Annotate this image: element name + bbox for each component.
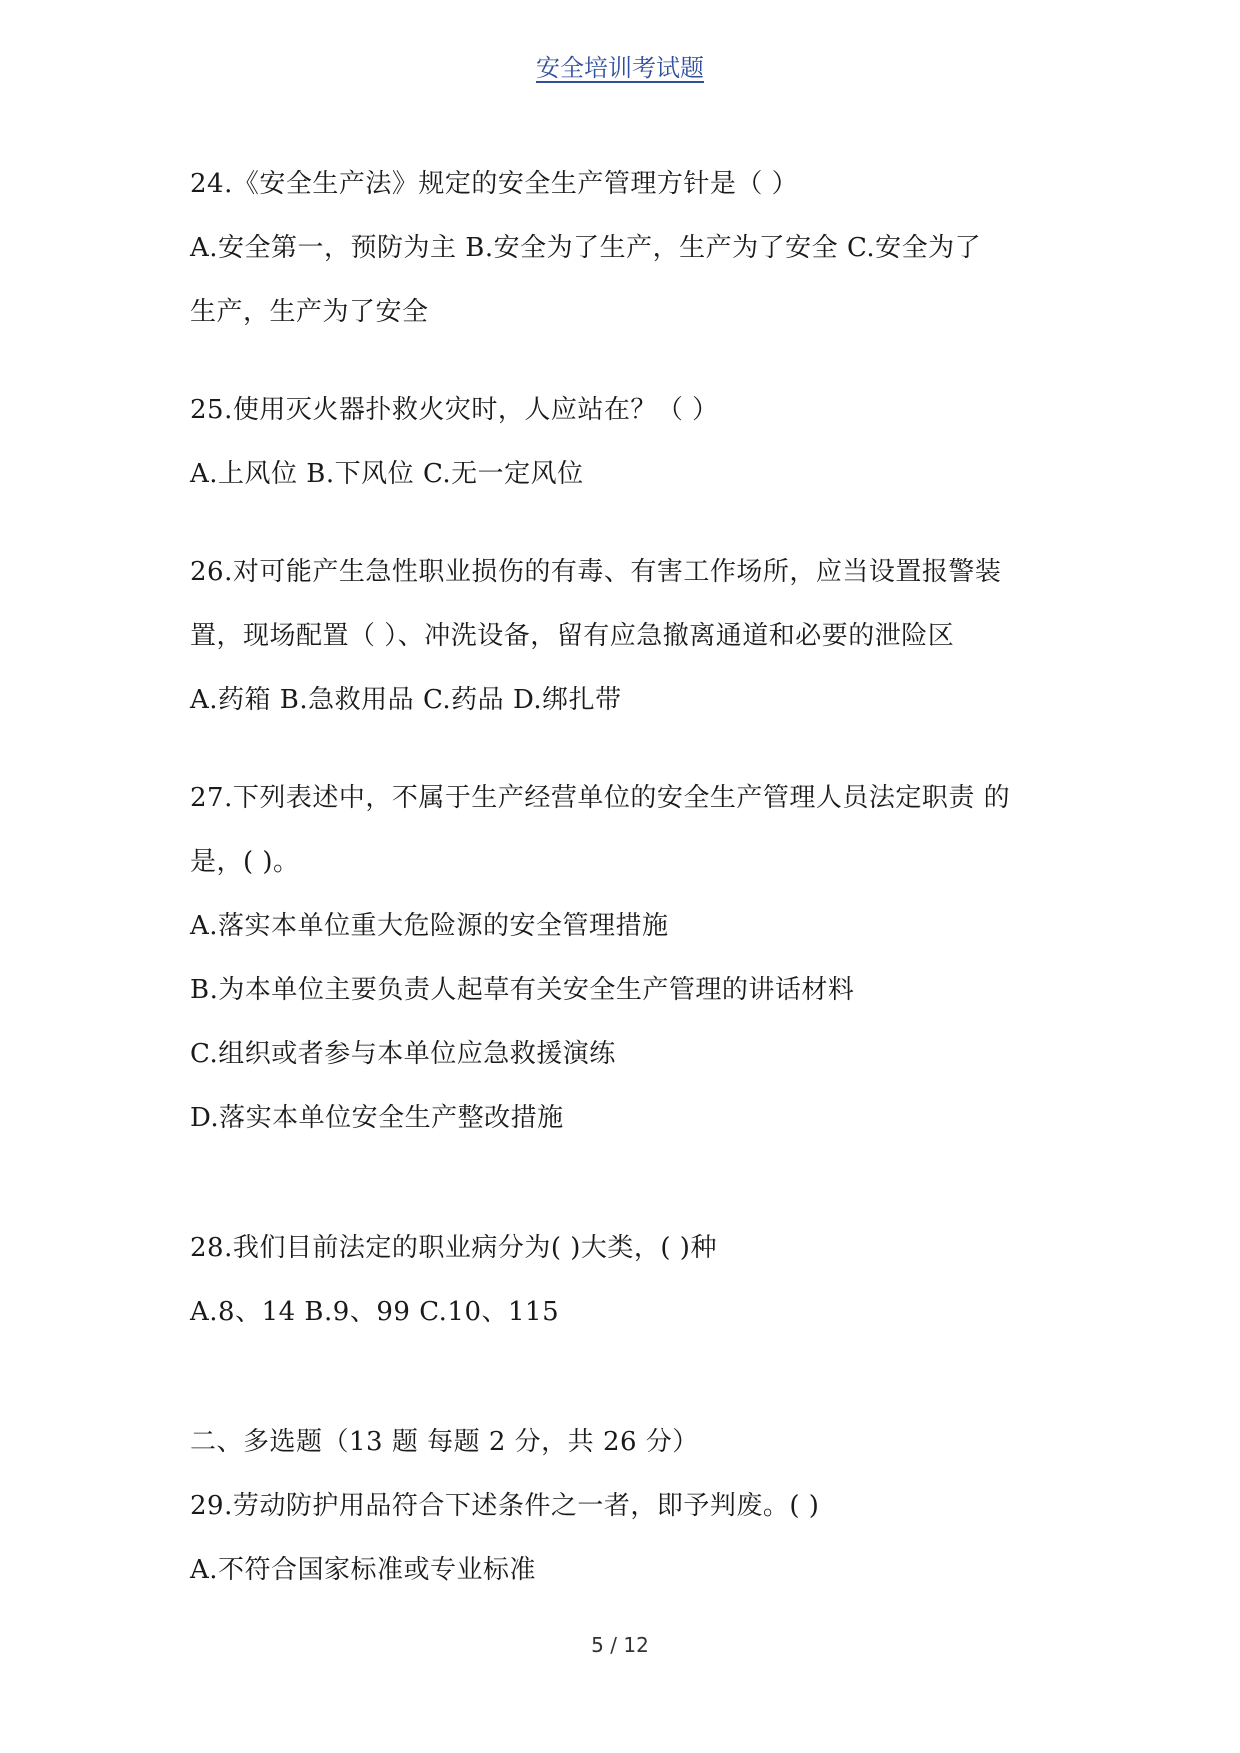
question-26-options: A.药箱 B.急救用品 C.药品 D.绑扎带 <box>190 685 622 715</box>
question-24-options-line-1: A.安全第一，预防为主 B.安全为了生产，生产为了安全 C.安全为了 <box>190 233 982 263</box>
question-28-options: A.8、14 B.9、99 C.10、115 <box>190 1297 560 1327</box>
question-29-stem: 29.劳动防护用品符合下述条件之一者，即予判废。( ) <box>190 1491 820 1521</box>
question-27-stem-line-2: 是，( )。 <box>190 847 300 877</box>
section-2-title: 二、多选题（13 题 每题 2 分，共 26 分） <box>190 1427 699 1457</box>
question-25-options: A.上风位 B.下风位 C.无一定风位 <box>190 459 584 489</box>
question-24-options-line-2: 生产，生产为了安全 <box>190 297 429 327</box>
question-27-stem-line-1: 27.下列表述中，不属于生产经营单位的安全生产管理人员法定职责 的 <box>190 783 1011 813</box>
question-27-option-a: A.落实本单位重大危险源的安全管理措施 <box>190 911 669 941</box>
question-27-option-b: B.为本单位主要负责人起草有关安全生产管理的讲话材料 <box>190 975 855 1005</box>
document-header-title: 安全培训考试题 <box>536 54 704 82</box>
question-24-stem: 24.《安全生产法》规定的安全生产管理方针是（ ） <box>190 169 799 199</box>
question-26-stem-line-1: 26.对可能产生急性职业损伤的有毒、有害工作场所，应当设置报警装 <box>190 557 1002 587</box>
question-27-option-c: C.组织或者参与本单位应急救援演练 <box>190 1039 616 1069</box>
question-25-stem: 25.使用灭火器扑救火灾时，人应站在？（ ） <box>190 395 719 425</box>
question-29-option-a: A.不符合国家标准或专业标准 <box>190 1555 537 1585</box>
question-27-option-d: D.落实本单位安全生产整改措施 <box>190 1103 564 1133</box>
page-number: 5 / 12 <box>591 1633 649 1657</box>
question-26-stem-line-2: 置，现场配置（ ）、冲洗设备，留有应急撤离通道和必要的泄险区 <box>190 621 955 651</box>
question-28-stem: 28.我们目前法定的职业病分为( )大类，( )种 <box>190 1233 717 1263</box>
